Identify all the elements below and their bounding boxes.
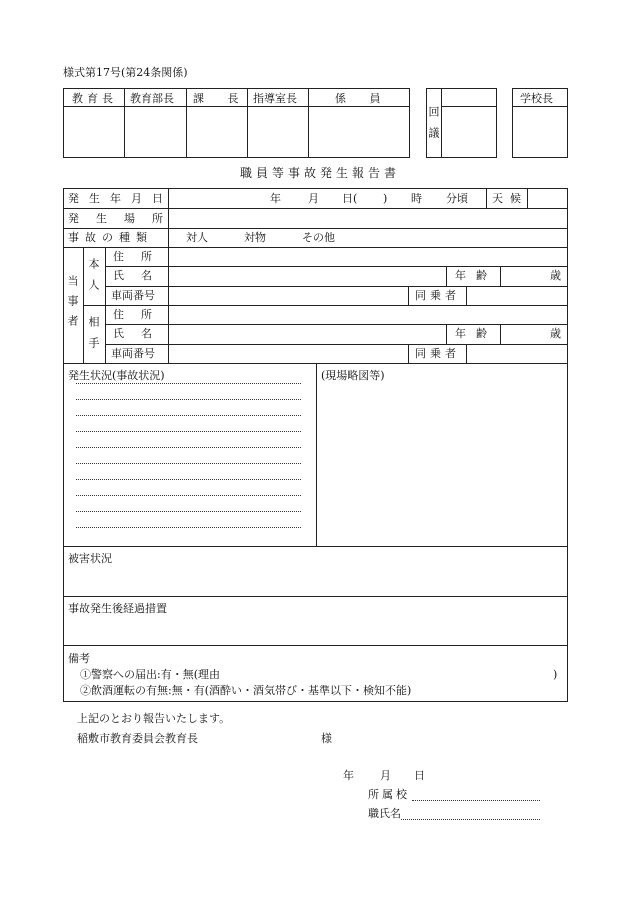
remarks-drinking[interactable]: ②飲酒運転の有無:無・有(酒酔い・酒気帯び・基準以下・検知不能) bbox=[80, 684, 412, 697]
self-age-unit: 歳 bbox=[550, 269, 561, 282]
report-statement: 上記のとおり報告いたします。 bbox=[77, 712, 231, 725]
signer-name-label: 職氏名 bbox=[368, 807, 401, 820]
remarks-police-close: ) bbox=[553, 668, 558, 681]
other-address-label: 住所 bbox=[113, 308, 169, 321]
other-age-label: 年齢 bbox=[455, 327, 497, 340]
place-label: 発生場所 bbox=[68, 212, 180, 225]
approval-header-dept-head: 教育部長 bbox=[130, 92, 174, 105]
damage-label: 被害状況 bbox=[68, 552, 112, 565]
type-option-other[interactable]: その他 bbox=[302, 231, 335, 244]
addressee: 稲敷市教育委員会教育長 bbox=[77, 732, 198, 745]
party-label: 当事者 bbox=[66, 275, 79, 335]
form-title: 職員等事故発生報告書 bbox=[240, 166, 401, 180]
remarks-label: 備考 bbox=[68, 652, 90, 665]
approval-header-guidance-chief: 指導室長 bbox=[253, 92, 297, 105]
other-age-unit: 歳 bbox=[550, 327, 561, 340]
self-name-label: 氏名 bbox=[113, 269, 169, 282]
type-option-property[interactable]: 対物 bbox=[244, 231, 266, 244]
school-input[interactable] bbox=[412, 800, 540, 801]
date-year[interactable]: 年 bbox=[270, 192, 281, 205]
date-hour[interactable]: 時 bbox=[411, 192, 422, 205]
other-passenger-label: 同乗者 bbox=[415, 347, 460, 360]
weather-label: 天候 bbox=[492, 192, 528, 205]
approval-header-superintendent: 教育長 bbox=[72, 92, 117, 105]
form-id: 様式第17号(第24条関係) bbox=[63, 66, 188, 79]
principal-label: 学校長 bbox=[520, 92, 553, 105]
circulation-label: 回議 bbox=[427, 106, 440, 148]
type-option-person[interactable]: 対人 bbox=[186, 231, 208, 244]
sign-date-month[interactable]: 月 bbox=[380, 769, 391, 782]
type-label: 事故の種類 bbox=[68, 231, 153, 244]
date-label: 発生年月日 bbox=[68, 192, 173, 205]
date-minute[interactable]: 分頃 bbox=[446, 192, 468, 205]
date-weekday-close: ) bbox=[383, 192, 388, 205]
self-age-label: 年齢 bbox=[455, 269, 497, 282]
remarks-police-report[interactable]: ①警察への届出:有・無(理由 bbox=[80, 668, 220, 681]
map-label: (現場略図等) bbox=[321, 369, 385, 382]
sign-date-day[interactable]: 日 bbox=[414, 769, 425, 782]
date-day[interactable]: 日( bbox=[342, 192, 358, 205]
sign-date-year[interactable]: 年 bbox=[343, 769, 354, 782]
approval-header-section-chief: 課 長 bbox=[193, 92, 249, 105]
self-plate-label: 車両番号 bbox=[111, 289, 155, 302]
other-name-label: 氏名 bbox=[113, 327, 169, 340]
other-label: 相手 bbox=[87, 316, 100, 358]
school-label: 所属校 bbox=[368, 788, 410, 801]
self-address-label: 住所 bbox=[113, 250, 169, 263]
approval-header-staff: 係 員 bbox=[335, 92, 391, 105]
signer-name-input[interactable] bbox=[401, 819, 540, 820]
other-plate-label: 車両番号 bbox=[111, 347, 155, 360]
measures-label: 事故発生後経過措置 bbox=[68, 602, 167, 615]
date-month[interactable]: 月 bbox=[308, 192, 319, 205]
situation-label: 発生状況(事故状況) bbox=[68, 369, 165, 382]
self-passenger-label: 同乗者 bbox=[415, 289, 460, 302]
self-label: 本人 bbox=[87, 258, 100, 300]
honorific: 様 bbox=[321, 732, 332, 745]
